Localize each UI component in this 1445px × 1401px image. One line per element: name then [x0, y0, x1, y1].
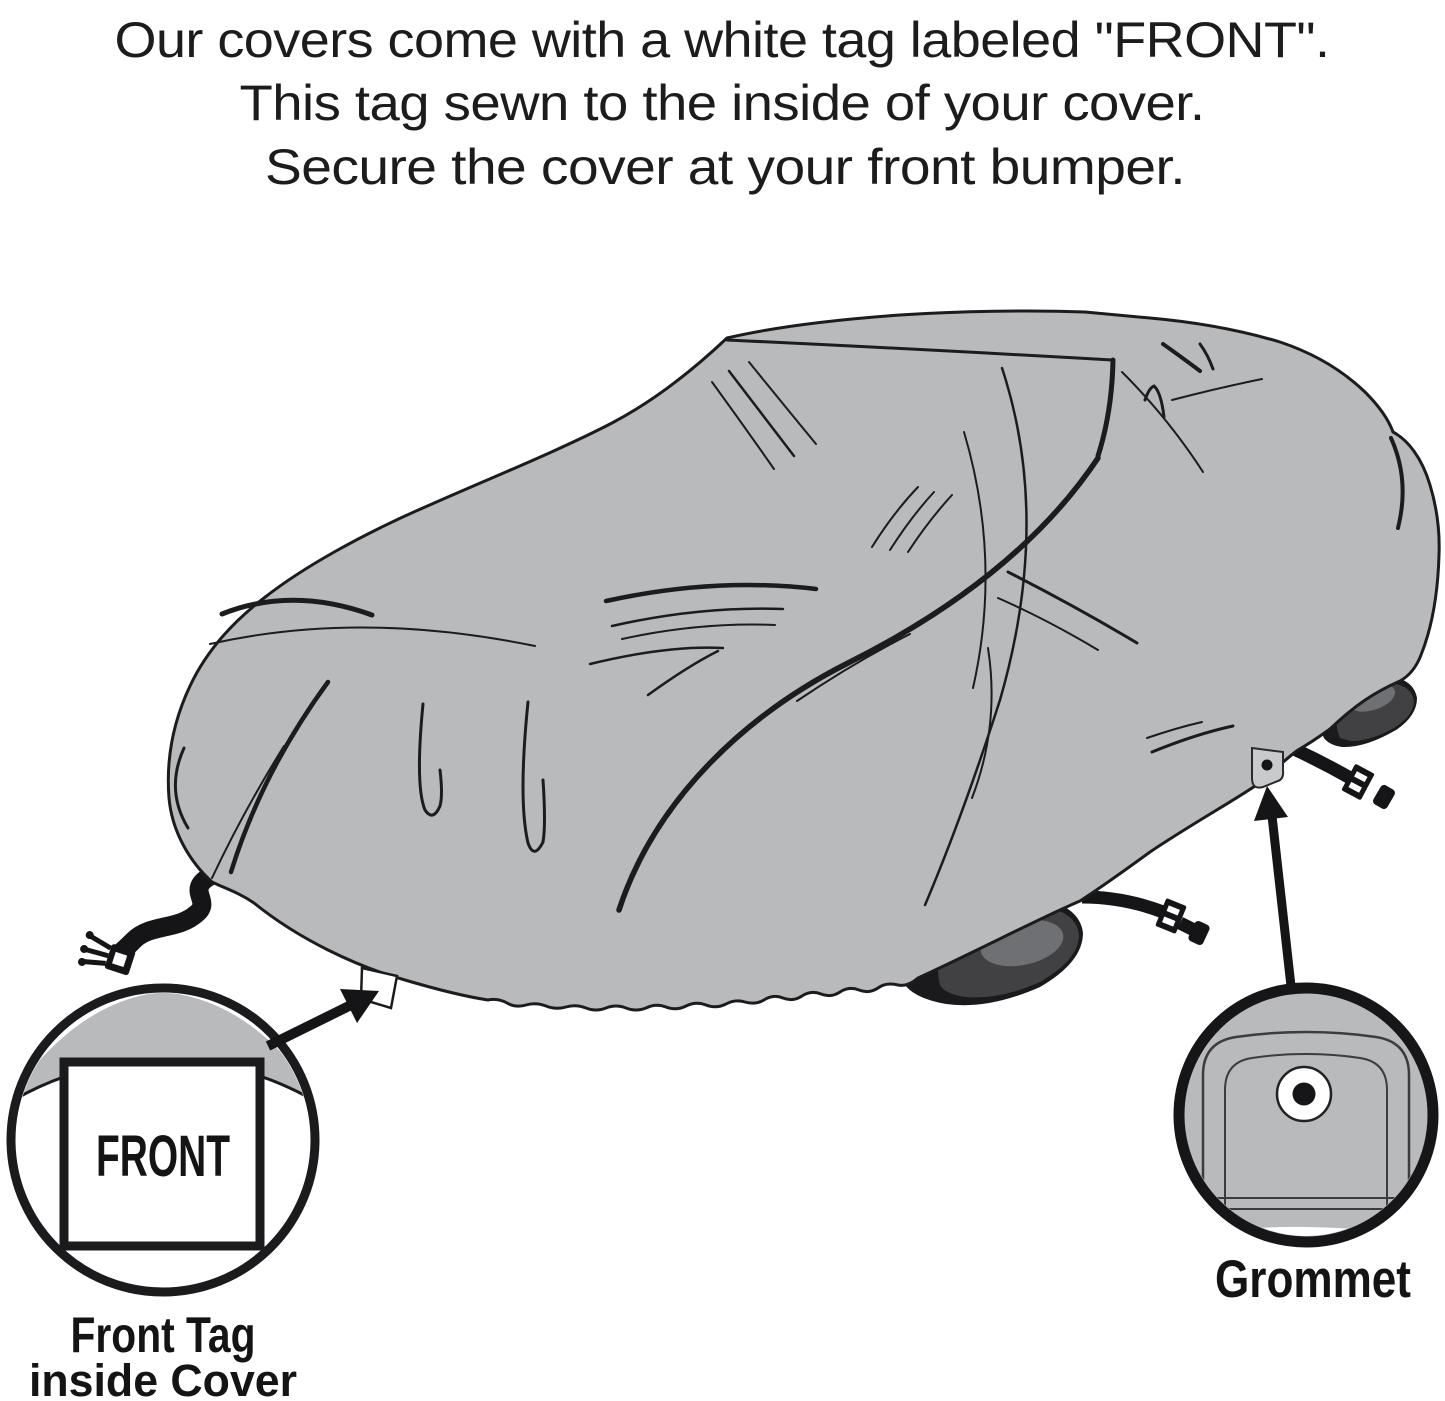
front-tag-caption-line2: inside Cover: [29, 1355, 297, 1401]
rear-strap: [1294, 749, 1396, 811]
grommet-inset: [1179, 988, 1433, 1247]
instruction-line-3: Secure the cover at your front bumper.: [265, 139, 1185, 195]
front-tag-arrow-icon: [268, 989, 379, 1046]
front-tag-caption-line1: Front Tag: [70, 1307, 256, 1363]
middle-strap: [1082, 897, 1211, 946]
front-tag-inset: [5, 988, 322, 1292]
instruction-title: [115, 12, 1330, 195]
grommet-caption: Grommet: [1215, 1250, 1411, 1309]
grommet-on-cover: [1252, 748, 1283, 788]
instruction-line-1: Our covers come with a white tag labeled "FRONT".: [114, 12, 1330, 68]
front-strap: [75, 874, 214, 981]
grommet-arrow-icon: [1254, 786, 1291, 986]
grommet-hole-icon: [1262, 760, 1273, 771]
instruction-line-2: This tag sewn to the inside of your cover.: [239, 75, 1205, 131]
grommet-icon: [1277, 1067, 1331, 1121]
car-cover-body: [168, 311, 1439, 1010]
front-tag-label: FRONT: [96, 1124, 230, 1189]
